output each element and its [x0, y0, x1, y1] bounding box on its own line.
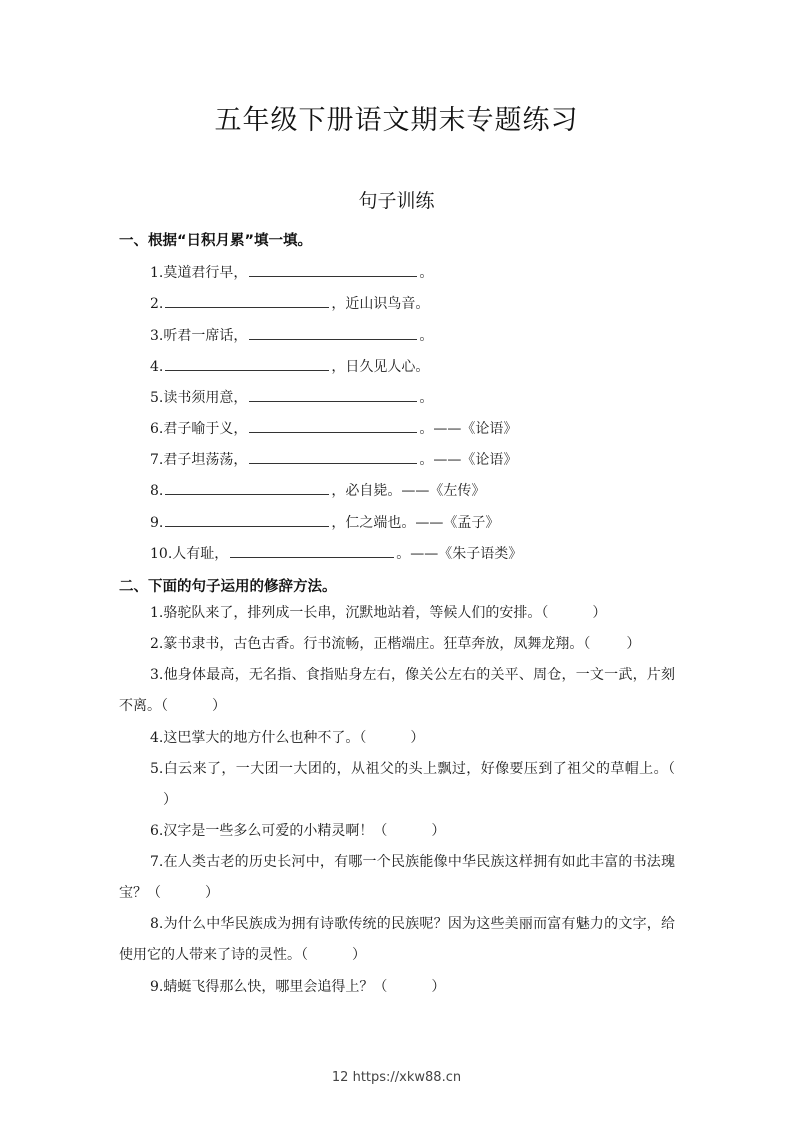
answer-blank[interactable]	[249, 387, 417, 402]
answer-blank[interactable]	[165, 512, 329, 527]
answer-blank[interactable]	[249, 262, 417, 277]
page-footer: 12 https://xkw88.cn	[331, 1070, 462, 1085]
fill-item-8: 8. ，必自毙。——《左传》	[150, 480, 485, 500]
rhetoric-item-2: 2.篆书隶书，古色古香。行书流畅，正楷端庄。狂草奔放，凤舞龙翔。（ ）	[150, 636, 641, 652]
answer-blank[interactable]	[165, 480, 329, 495]
rhetoric-item-7: 7.在人类古老的历史长河中，有哪一个民族能像中华民族这样拥有如此丰富的书法瑰宝？（ ）	[119, 854, 675, 901]
fill-item-10: 10.人有耻， 。——《朱子语类》	[150, 543, 522, 563]
fill-item-1: 1.莫道君行早， 。	[150, 262, 433, 282]
rhetoric-item-5: 5.白云来了，一大团一大团的，从祖父的头上飘过，好像要压到了祖父的草帽上。（）	[150, 761, 675, 808]
answer-blank[interactable]	[249, 418, 417, 433]
rhetoric-item-4: 4.这巴掌大的地方什么也种不了。（ ）	[150, 730, 425, 746]
answer-blank[interactable]	[165, 356, 329, 371]
rhetoric-item-6: 6.汉字是一些多么可爱的小精灵啊！（ ）	[150, 823, 446, 839]
section-2-heading: 二、下面的句子运用的修辞方法。	[119, 579, 337, 595]
page-subtitle: 句子训练	[358, 190, 435, 212]
fill-item-3: 3.听君一席话， 。	[150, 325, 433, 345]
rhetoric-item-1: 1.骆驼队来了，排列成一长串，沉默地站着，等候人们的安排。（ ）	[150, 605, 607, 621]
rhetoric-item-9: 9.蜻蜓飞得那么快，哪里会追得上？（ ）	[150, 979, 446, 995]
answer-blank[interactable]	[249, 325, 417, 340]
fill-item-4: 4. ，日久见人心。	[150, 356, 429, 376]
fill-item-5: 5.读书须用意， 。	[150, 387, 433, 407]
rhetoric-item-8: 8.为什么中华民族成为拥有诗歌传统的民族呢？因为这些美丽而富有魅力的文字，给使用它的人带来了诗的灵性。（ ）	[119, 916, 675, 963]
fill-item-6: 6.君子喻于义， 。——《论语》	[150, 418, 517, 438]
fill-item-2: 2. ，近山识鸟音。	[150, 293, 429, 313]
rhetoric-item-3: 3.他身体最高，无名指、食指贴身左右，像关公左右的关平、周仓，一文一武，片刻不离。（ ）	[119, 667, 675, 714]
answer-blank[interactable]	[249, 449, 417, 464]
fill-item-7: 7.君子坦荡荡， 。——《论语》	[150, 449, 517, 469]
section-1-heading: 一、根据“日积月累”填一填。	[119, 233, 313, 249]
page-title: 五年级下册语文期末专题练习	[214, 105, 579, 136]
answer-blank[interactable]	[165, 293, 329, 308]
fill-item-9: 9. ，仁之端也。——《孟子》	[150, 512, 499, 532]
answer-blank[interactable]	[230, 543, 394, 558]
